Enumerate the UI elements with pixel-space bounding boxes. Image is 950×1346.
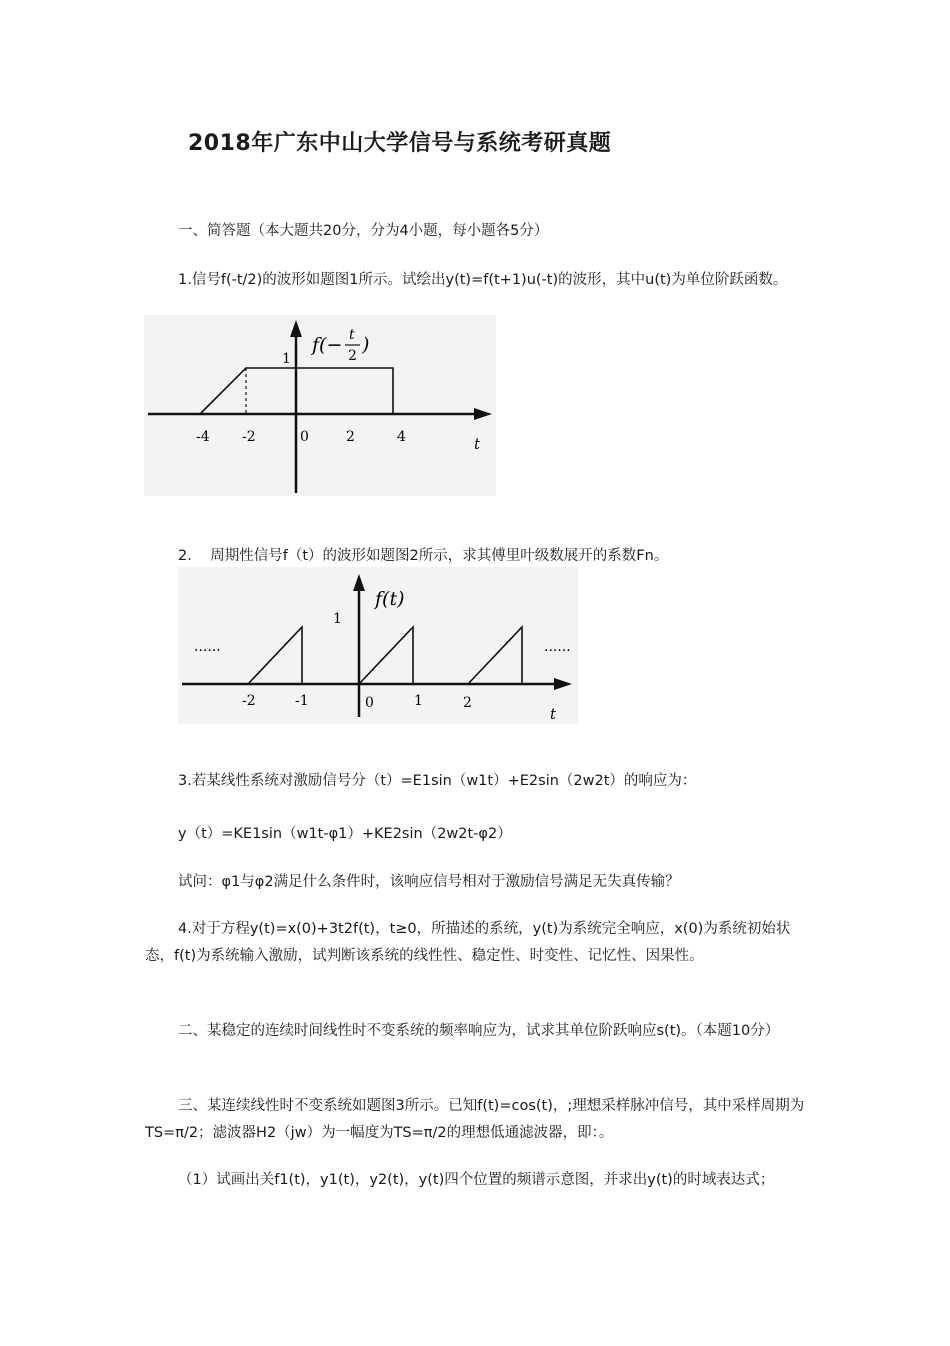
figure-1 bbox=[144, 315, 496, 496]
fig1-axis-label: t bbox=[474, 435, 481, 453]
figure-2 bbox=[178, 567, 578, 724]
figure-2-svg bbox=[178, 567, 578, 724]
figure-1-svg bbox=[144, 315, 496, 496]
fig1-ylabel: f(− bbox=[312, 334, 343, 356]
question-1-text: 1.信号f(-t/2)的波形如题图1所示。试绘出y(t)=f(t+1)u(-t)的波形，其中u(t)为单位阶跃函数。 bbox=[178, 272, 788, 288]
fig2-ylabel: f(t) bbox=[375, 588, 405, 610]
fig1-tick-label: -2 bbox=[242, 429, 256, 445]
fig2-level-label: 1 bbox=[333, 611, 342, 627]
fig1-tick-label: 2 bbox=[346, 429, 355, 445]
question-3-ask: 试问：φ1与φ2满足什么条件时，该响应信号相对于激励信号满足无失真传输？ bbox=[178, 874, 680, 890]
fig2-axis-label: t bbox=[550, 705, 557, 723]
fig2-dots-right: ...... bbox=[544, 639, 571, 655]
fig2-dots-left: ...... bbox=[194, 639, 221, 655]
section-2-text: 二、某稳定的连续时间线性时不变系统的频率响应为，试求其单位阶跃响应s(t)。（本题10分） bbox=[178, 1023, 780, 1039]
fig2-tick-label: 1 bbox=[414, 693, 423, 709]
question-3-equation: y（t）=KE1sin（w1t-φ1）+KE2sin（2w2t-φ2） bbox=[178, 826, 512, 842]
section-3-text: 三、某连续线性时不变系统如题图3所示。已知f(t)=cos(t)，;理想采样脉冲信号，其中采样周期为TS=π/2；滤波器H2（jw）为一幅度为TS=π/2的理想低通滤波器，即：。 bbox=[145, 1098, 805, 1141]
page-title: 2018年广东中山大学信号与系统考研真题 bbox=[188, 131, 612, 156]
section-3-question-1: （1）试画出关f1(t)，y1(t)，y2(t)，y(t)四个位置的频谱示意图，并求出y(t)的时域表达式； bbox=[178, 1172, 775, 1188]
fig2-tick-label: -1 bbox=[295, 693, 309, 709]
fig1-ylabel-close: ) bbox=[362, 334, 370, 356]
question-3-text: 3.若某线性系统对激励信号分（t）=E1sin（w1t）+E2sin（2w2t）的响应为： bbox=[178, 773, 697, 789]
fig1-tick-label: -4 bbox=[196, 429, 210, 445]
question-2-text: 2. 周期性信号f（t）的波形如题图2所示，求其傅里叶级数展开的系数Fn。 bbox=[178, 548, 669, 564]
fig2-tick-label: 2 bbox=[463, 695, 472, 711]
fig2-tick-label: -2 bbox=[242, 693, 256, 709]
fig1-ylabel-denominator: 2 bbox=[348, 348, 357, 364]
question-4-text: 4.对于方程y(t)=x(0)+3t2f(t)，t≥0，所描述的系统，y(t)为系统完全响应，x(0)为系统初始状态，f(t)为系统输入激励，试判断该系统的线性性、稳定性、时变性、记忆性、因果性。 bbox=[145, 921, 791, 964]
fig2-tick-label: 0 bbox=[365, 695, 374, 711]
section1-heading: 一、简答题（本大题共20分，分为4小题，每小题各5分） bbox=[178, 223, 549, 239]
fig1-tick-label: 0 bbox=[300, 429, 309, 445]
fig1-level-label: 1 bbox=[282, 351, 291, 367]
fig1-tick-label: 4 bbox=[397, 429, 406, 445]
fig1-ylabel-numerator: t bbox=[349, 327, 355, 343]
